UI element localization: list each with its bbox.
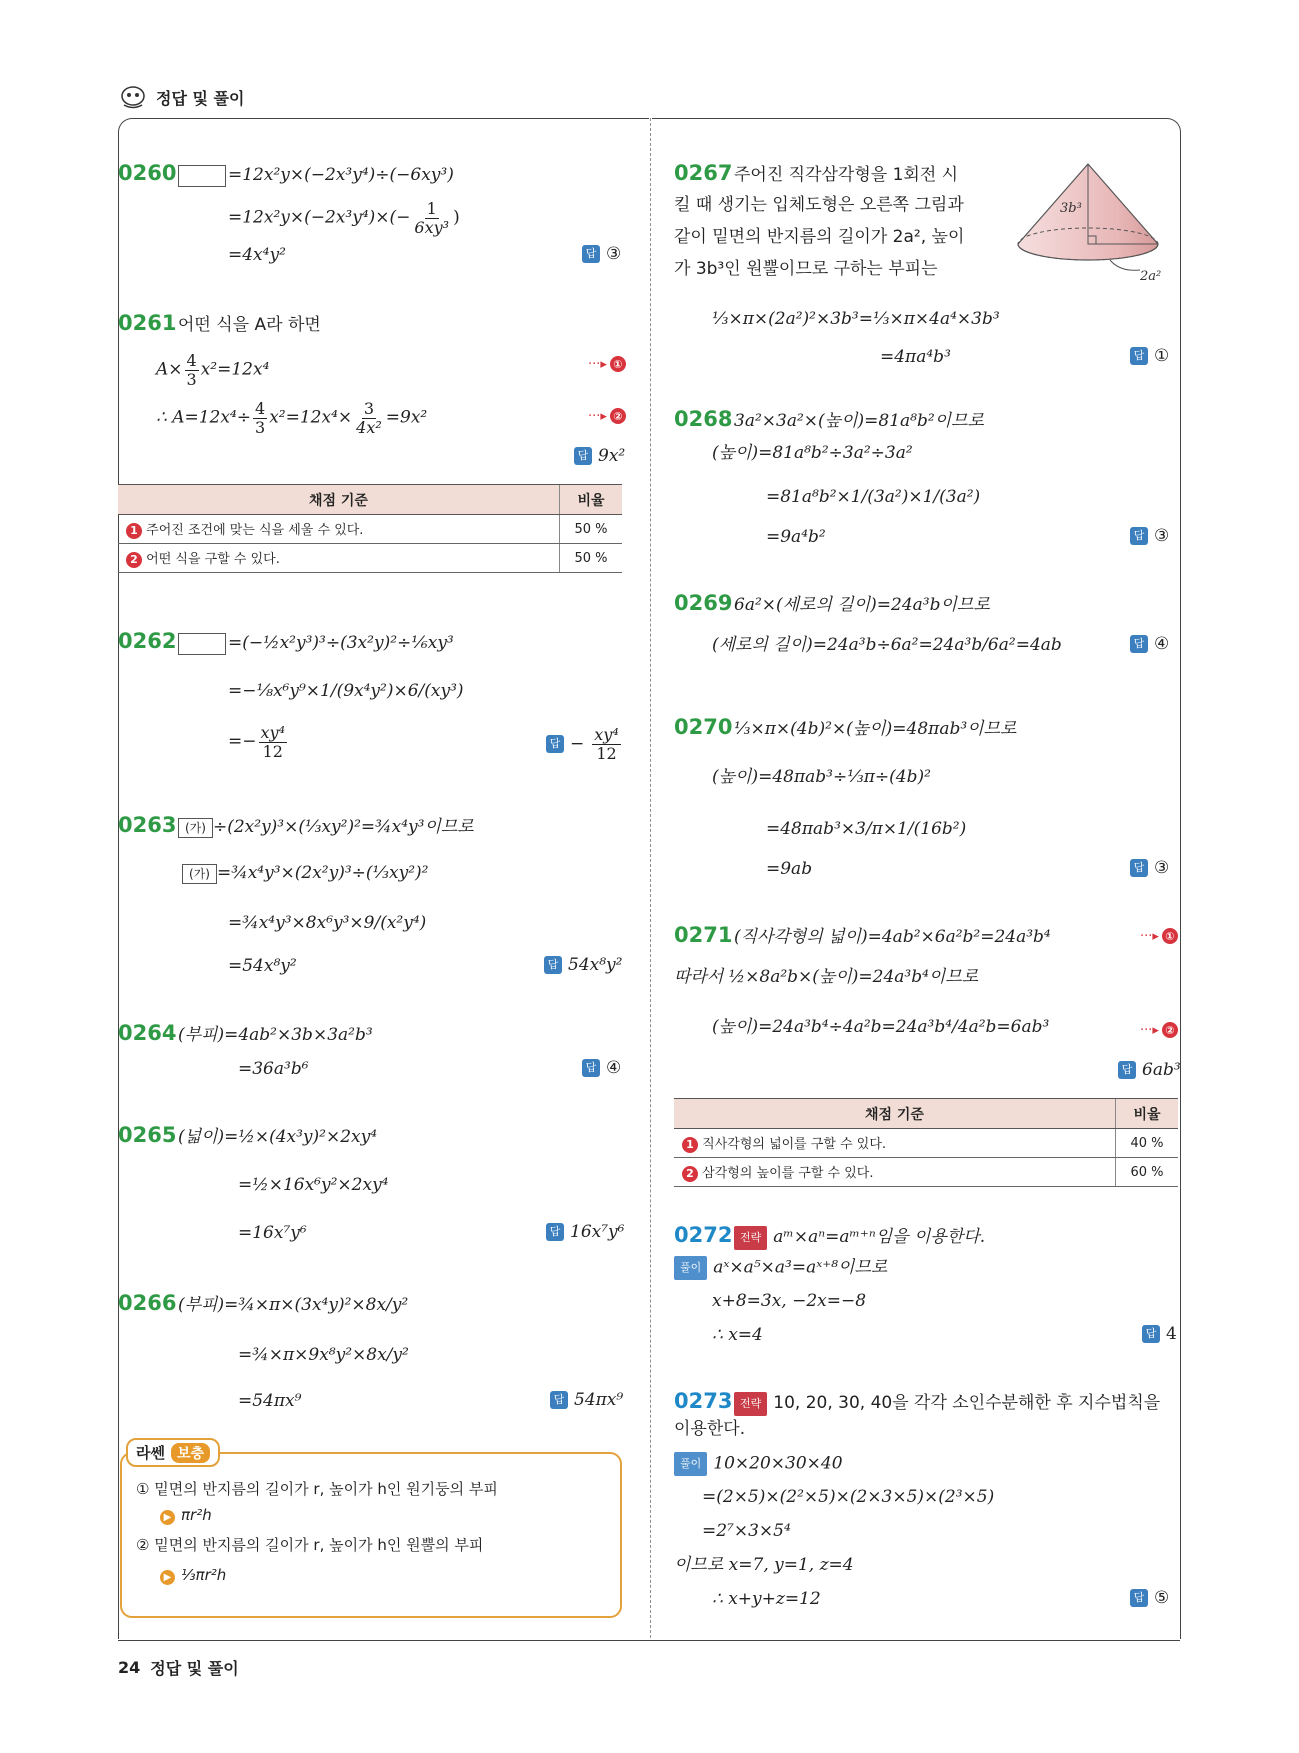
answer: 답 − $\frac{\text{xy⁴}}{12}$ xyxy=(546,726,623,762)
solution-tag: 풀이 xyxy=(674,1256,707,1280)
answer: 답 54πx⁹ xyxy=(550,1390,623,1410)
radius-label: 2a² xyxy=(1140,269,1162,284)
header-title: 정답 및 풀이 xyxy=(156,88,245,108)
supplement-answer: ▶ ⅓πr²h xyxy=(160,1566,226,1585)
strategy-tag: 전략 xyxy=(734,1392,767,1416)
supplement-answer: ▶ πr²h xyxy=(160,1506,212,1525)
table-row: 2 어떤 식을 구할 수 있다. 50 % xyxy=(118,544,622,573)
equation-line: =4x⁴y² xyxy=(228,245,286,265)
mascot-icon xyxy=(118,84,148,110)
step-marker: ···▸ ② xyxy=(1140,1022,1178,1038)
arrow-icon: ▶ xyxy=(160,1510,175,1525)
answer: 답 4 xyxy=(1142,1324,1177,1344)
answer: 답 6ab³ xyxy=(1118,1060,1181,1080)
strategy-tag: 전략 xyxy=(734,1226,767,1250)
answer: 답 9x² xyxy=(574,446,625,466)
equation-line: =12x²y×(−2x³y⁴)×(− xyxy=(228,207,411,228)
step-marker: ···▸ ① xyxy=(1140,928,1178,944)
supplement-line: ② 밑면의 반지름의 길이가 r, 높이가 h인 원뿔의 부피 xyxy=(136,1536,484,1554)
supplement-label: 라쎈 보충 xyxy=(126,1438,220,1467)
table-row: 1 주어진 조건에 맞는 식을 세울 수 있다. 50 % xyxy=(118,515,622,544)
answer: 답 ③ xyxy=(582,244,621,264)
page-header xyxy=(118,84,244,110)
page-number: 24 xyxy=(118,1658,141,1677)
label-box: (가) xyxy=(178,818,213,838)
answer: 답 ① xyxy=(1130,346,1169,366)
arrow-icon: ▶ xyxy=(160,1570,175,1585)
equation-line: =12x²y×(−2x³y⁴)÷(−6xy³) xyxy=(228,165,454,185)
problem-number: 0260 xyxy=(118,161,177,185)
answer: 답 ④ xyxy=(1130,634,1169,654)
answer: 답 ③ xyxy=(1130,858,1169,878)
blank-box xyxy=(178,165,226,187)
fraction: $\frac{1}{\text{6xy³}}$ xyxy=(414,199,450,237)
table-row: 2 삼각형의 높이를 구할 수 있다. 60 % xyxy=(674,1158,1178,1187)
table-row: 1 직사각형의 넓이를 구할 수 있다. 40 % xyxy=(674,1129,1178,1158)
answer: 답 ⑤ xyxy=(1130,1588,1169,1608)
footer-title: 정답 및 풀이 xyxy=(150,1659,239,1678)
page: 정답 및 풀이 0260 =12x²y×(−2x³y⁴)÷(−6xy³) =12x²y×(−2x³y⁴)×(− $\frac{1}{\text{6xy³}}$ ) =4x⁴y² 답 ③ 0261어떤 식을 A라 하면 A× $\frac{4}{3}$ x²=12x⁴ ···▸ ① ∴ A=12x⁴÷ $\frac{4}{3}$ x²=12x⁴× $\frac{3}{\text{4x²}}$ =9x² ···▸ ② 답 9x² 채점 기준 비율 1 주어진 조건에 맞는 식을 세울 수 있다. 50 % 2 어떤 식을 구할 수 있다. 50 % 0262 =(−½x²y³)³÷(3x²y)²÷⅙xy³ =−⅛x⁶y⁹×1/(9x⁴y²)×6/(xy³) =− $\frac{\text{xy⁴}}{12}$ 답 − $\frac{\text{xy⁴}}{12}$ 0263 (가) ÷(2x²y)³×(⅓xy²)²=¾x⁴y³이므로 (가) =¾x⁴y³×(2x²y)³÷(⅓xy²)² =¾x⁴y³×8x⁶y³×9/(x²y⁴) =54x⁸y² 답 54x⁸y² 0264(부피)=4ab²×3b×3a²b³ =36a³b⁶ 답 ④ 0265(넓이)=½×(4x³y)²×2xy⁴ =½×16x⁶y²×2xy⁴ =16x⁷y⁶ 답 16x⁷y⁶ 0266(부피)=¾×π×(3x⁴y)²×8x/y² =¾×π×9x⁸y²×8x/y² =54πx⁹ 답 54πx⁹ 라쎈 보충 ① 밑면의 반지름의 길이가 r, 높이가 h인 원기둥의 부피 ▶ πr²h ② 밑면의 반지름의 길이가 r, 높이가 h인 원뿔의 부피 ▶ ⅓πr²h 0267주어진 직각삼각형을 1회전 시 킬 때 생기는 입체도형은 오른쪽 그림과 같이 밑면의 반지름의 길이가 2a², 높이 가 3b³인 원뿔이므로 구하는 부피는 3b³ 2a² ⅓×π×(2a²)²×3b³=⅓×π×4a⁴×3b³ =4πa⁴b³ 답 ① 02683a²×3a²×(높이)=81a⁸b²이므로 (높이)=81a⁸b²÷3a²÷3a² =81a⁸b²×1/(3a²)×1/(3a²) =9a⁴b² 답 ③ 02696a²×(세로의 길이)=24a³b이므로 (세로의 길이)=24a³b÷6a²=24a³b/6a²=4ab 답 ④ 0270⅓×π×(4b)²×(높이)=48πab³이므로 (높이)=48πab³÷⅓π÷(4b)² =48πab³×3/π×1/(16b²) =9ab 답 ③ 0271(직사각형의 넓이)=4ab²×6a²b²=24a³b⁴ ···▸ ① 따라서 ½×8a²b×(높이)=24a³b⁴이므로 (높이)=24a³b⁴÷4a²b=24a³b⁴/4a²b=6ab³ ···▸ ② 답 6ab³ 채점 기준 비율 1 직사각형의 넓이를 구할 수 있다. 40 % 2 삼각형의 높이를 구할 수 있다. 60 % 0272 전략 aᵐ×aⁿ=aᵐ⁺ⁿ임을 이용한다. 풀이 aˣ×a⁵×a³=aˣ⁺⁸이므로 x+8=3x, −2x=−8 ∴ x=4 답 4 0273 전략 10, 20, 30, 40을 각각 소인수분해한 후 지수법칙을 이용한다. 풀이 10×20×30×40 =(2×5)×(2²×5)×(2×3×5)×(2³×5) =2⁷×3×5⁴ 이므로 x=7, y=1, z=4 ∴ x+y+z=12 답 ⑤ 24 정답 및 풀이 xyxy=(0,0,1299,1753)
answer: 답 ④ xyxy=(582,1058,621,1078)
scoring-table-0261: 채점 기준 비율 1 주어진 조건에 맞는 식을 세울 수 있다. 50 % 2 어떤 식을 구할 수 있다. 50 % xyxy=(118,484,622,573)
column-divider xyxy=(650,118,651,1638)
footer-divider xyxy=(118,1640,1180,1641)
step-marker: ···▸ ① xyxy=(588,356,626,372)
scoring-table-0271: 채점 기준 비율 1 직사각형의 넓이를 구할 수 있다. 40 % 2 삼각형의 높이를 구할 수 있다. 60 % xyxy=(674,1098,1178,1187)
problem-number: 0261 xyxy=(118,311,177,335)
height-label: 3b³ xyxy=(1060,201,1082,216)
solution-tag: 풀이 xyxy=(674,1452,707,1476)
blank-box xyxy=(178,633,226,655)
answer: 답 ③ xyxy=(1130,526,1169,546)
answer: 답 54x⁸y² xyxy=(544,955,622,975)
step-marker: ···▸ ② xyxy=(588,408,626,424)
intro-text: 어떤 식을 A라 하면 xyxy=(178,315,321,335)
supplement-line: ① 밑면의 반지름의 길이가 r, 높이가 h인 원기둥의 부피 xyxy=(136,1480,498,1498)
answer: 답 16x⁷y⁶ xyxy=(546,1222,624,1242)
page-footer xyxy=(118,1656,239,1679)
cone-figure xyxy=(1010,160,1185,285)
answer-icon: 답 xyxy=(582,245,600,263)
